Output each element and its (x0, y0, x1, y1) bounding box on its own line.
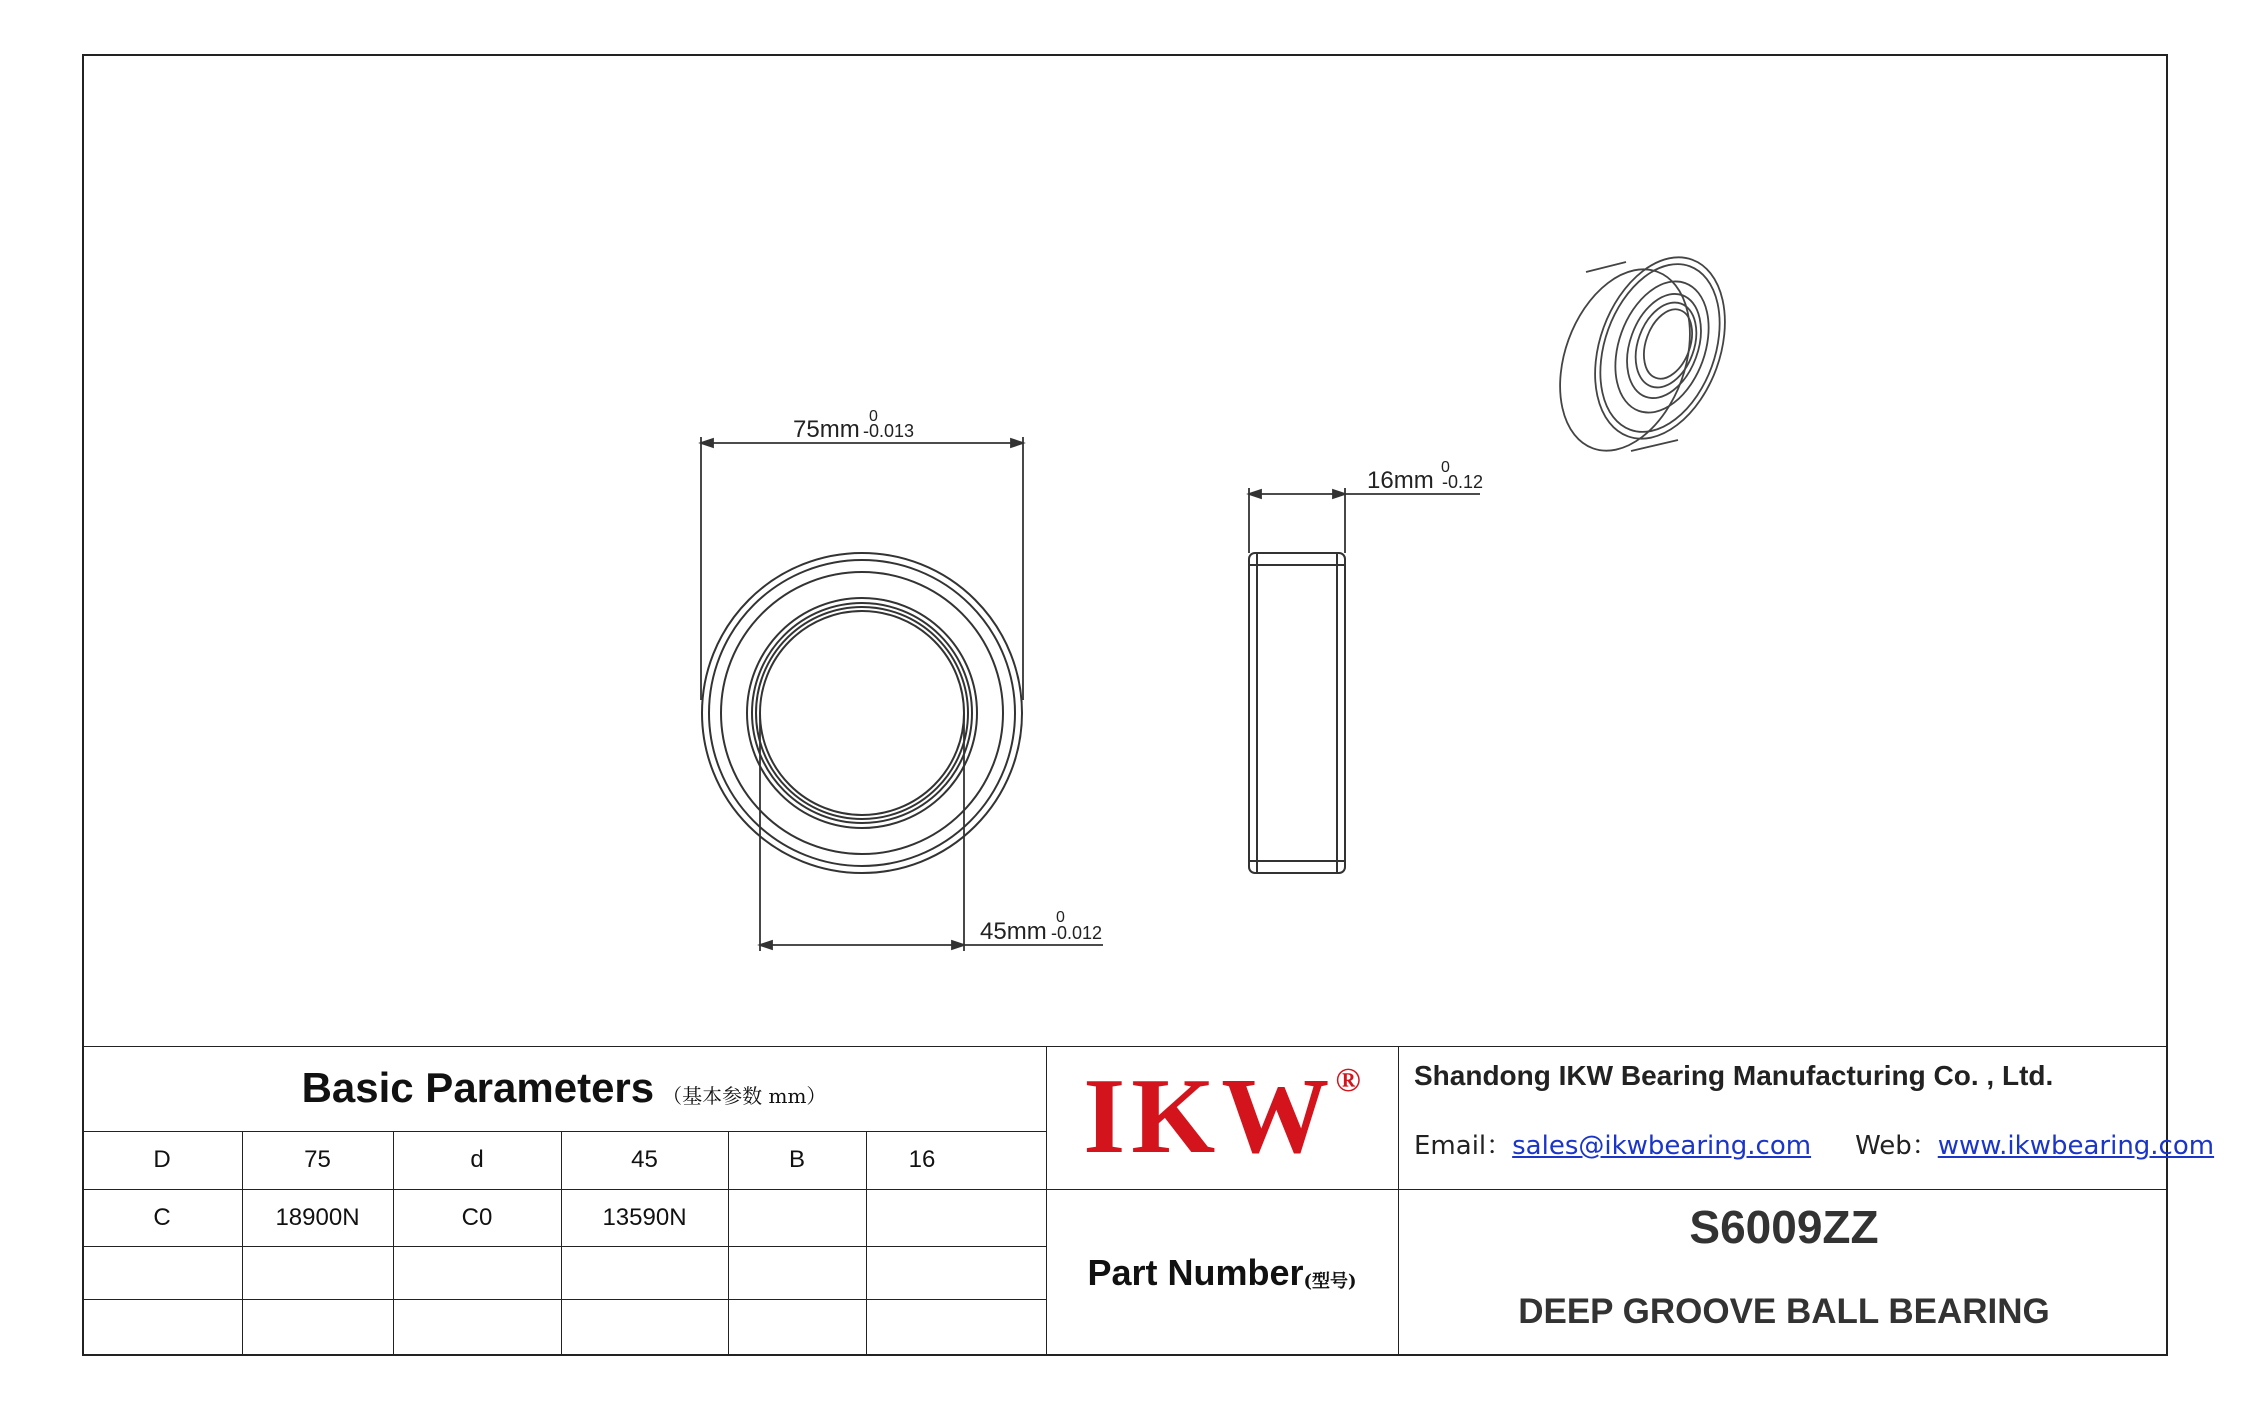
ikw-logo (1046, 1048, 1398, 1186)
table-cell: C0 (461, 1203, 493, 1231)
company-name: Shandong IKW Bearing Manufacturing Co. , Ltd. (1414, 1060, 2054, 1091)
table-cell: 13590N (602, 1203, 687, 1231)
front-view (702, 553, 1022, 873)
iso-bore (1625, 294, 1708, 396)
table-cell (866, 1189, 1046, 1246)
arrow-right (1333, 490, 1345, 498)
table-cell: 75 (304, 1146, 331, 1173)
part-number-label-text: Part Number (1087, 1251, 1304, 1293)
company-left-line (1398, 1046, 1399, 1356)
part-number-label (1046, 1190, 1398, 1355)
outer-tol-lower: -0.013 (863, 421, 915, 441)
basic-parameters-title (84, 1045, 1044, 1131)
iso-bore-inner (1635, 303, 1701, 386)
arrow-left (701, 439, 713, 447)
inner-tol-upper: 0 (1056, 909, 1065, 926)
isometric-view (1536, 239, 1748, 469)
basic-parameters-label: Basic Parameters (301, 1064, 655, 1111)
arrow-left (1249, 490, 1261, 498)
email-link[interactable]: sales@ikwbearing.com (1512, 1131, 1812, 1161)
arrow-right (1011, 439, 1023, 447)
table-cell: 16 (908, 1146, 936, 1173)
table-cell: 45 (631, 1146, 658, 1173)
contact-line (1414, 1125, 2214, 1162)
arrow-left (760, 941, 772, 949)
inner-ring-outer-edge (752, 603, 972, 823)
iso-front-outline (1571, 239, 1748, 457)
outer-diameter-dimension (701, 437, 1023, 700)
width-dimension (1249, 488, 1480, 553)
inner-diameter-value: 45mm (980, 918, 1047, 945)
web-label: Web： (1855, 1131, 1938, 1161)
side-body (1249, 553, 1345, 873)
width-value: 16mm (1367, 467, 1434, 494)
iso-shield (1598, 268, 1725, 425)
outer-diameter-value: 75mm (793, 416, 860, 443)
outer-ring-chamfer (709, 560, 1015, 866)
table-cell (728, 1189, 866, 1246)
bore-chamfer (756, 607, 968, 819)
basic-parameters-unit: （基本参数 mm） (662, 1083, 827, 1108)
width-tol-lower: -0.12 (1442, 472, 1484, 492)
table-cell: B (788, 1146, 805, 1173)
part-number-label-cn: (型号) (1303, 1270, 1357, 1292)
iso-edge-bottom (1631, 440, 1678, 451)
part-number-value: S6009ZZ (1689, 1201, 1879, 1253)
table-cell: D (153, 1146, 171, 1173)
iso-shield-inner (1614, 284, 1715, 409)
width-tol-upper: 0 (1441, 459, 1450, 476)
inner-tol-lower: -0.012 (1051, 923, 1103, 943)
table-cell: d (470, 1146, 484, 1173)
shield-outer-edge (721, 572, 1003, 854)
shield-inner-edge (747, 598, 977, 828)
table-cell: C (153, 1203, 171, 1231)
iso-edge-top (1586, 262, 1626, 272)
params-row2-line (82, 1246, 1046, 1247)
arrow-right (952, 941, 964, 949)
bearing-type: DEEP GROOVE BALL BEARING (1518, 1292, 2050, 1331)
params-row3-line (82, 1299, 1046, 1300)
side-view (1249, 553, 1345, 873)
table-cell: 18900N (275, 1203, 360, 1231)
outer-ring-edge (702, 553, 1022, 873)
email-label: Email： (1414, 1131, 1513, 1161)
web-link[interactable]: www.ikwbearing.com (1937, 1131, 2215, 1161)
inner-diameter-dimension (760, 713, 1103, 951)
outer-tol-upper: 0 (869, 408, 878, 425)
bore-edge (760, 611, 964, 815)
registered-mark: ® (1335, 1062, 1361, 1099)
logo-text: IKW (1083, 1057, 1336, 1176)
